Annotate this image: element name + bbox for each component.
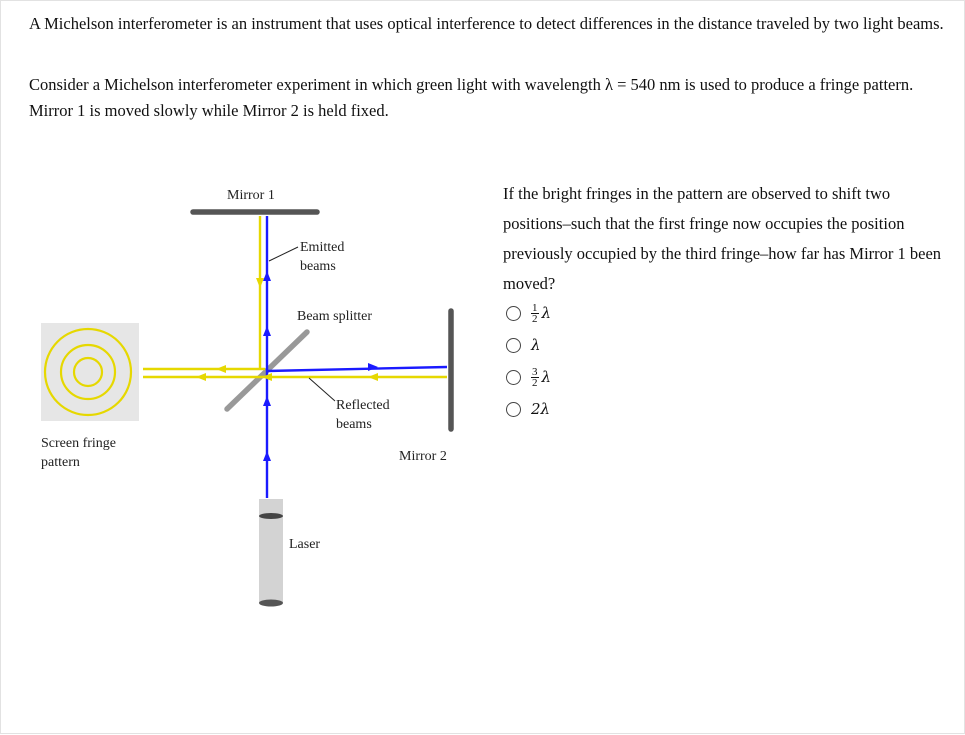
interferometer-figure — [1, 1, 965, 735]
label-laser: Laser — [289, 537, 321, 552]
option-symbol: λ — [541, 304, 552, 322]
option-three-halves-lambda[interactable] — [506, 361, 551, 393]
label-mirror-2: Mirror 2 — [399, 449, 447, 464]
option-lambda[interactable] — [506, 329, 551, 361]
intro-paragraph-1: A Michelson interferometer is an instrument that uses optical interference to detect differences in the distance traveled by two light beams. — [29, 14, 944, 33]
answer-options — [506, 297, 551, 425]
label-mirror-1: Mirror 1 — [227, 188, 275, 203]
option-symbol: 2λ — [531, 400, 551, 418]
laser-body — [259, 499, 283, 607]
label-screen-1: Screen fringe — [41, 436, 117, 451]
reflected-beams — [143, 216, 447, 377]
fraction: $\frac{3}{2}$ — [532, 365, 538, 389]
intro-paragraph-2: Consider a Michelson interferometer experiment in which green light with wavelength λ = 540 nm is used to produce a fringe pattern. Mirror 1 is moved slowly while Mirror 2 is held fixed. — [29, 75, 914, 120]
fraction: $\frac{1}{2}$ — [532, 301, 538, 325]
option-two-lambda[interactable] — [506, 393, 551, 425]
label-emitted-1: Emitted — [300, 240, 345, 255]
option-symbol: λ — [541, 368, 552, 386]
radio-button[interactable] — [506, 306, 521, 321]
label-beam-splitter: Beam splitter — [297, 309, 373, 324]
radio-button[interactable] — [506, 338, 521, 353]
label-screen-2: pattern — [41, 455, 80, 470]
label-emitted-2: beams — [300, 259, 336, 274]
radio-button[interactable] — [506, 370, 521, 385]
option-symbol: λ — [531, 336, 541, 354]
label-reflected-2: beams — [336, 417, 372, 432]
question-text: If the bright fringes in the pattern are observed to shift two positions–such that the first fringe now occupies the position previously occupied by the third fringe–how far has Mirror 1 been moved? — [503, 184, 942, 293]
screen — [41, 323, 139, 421]
option-half-lambda[interactable] — [506, 297, 551, 329]
radio-button[interactable] — [506, 402, 521, 417]
label-reflected-1: Reflected — [336, 398, 390, 413]
